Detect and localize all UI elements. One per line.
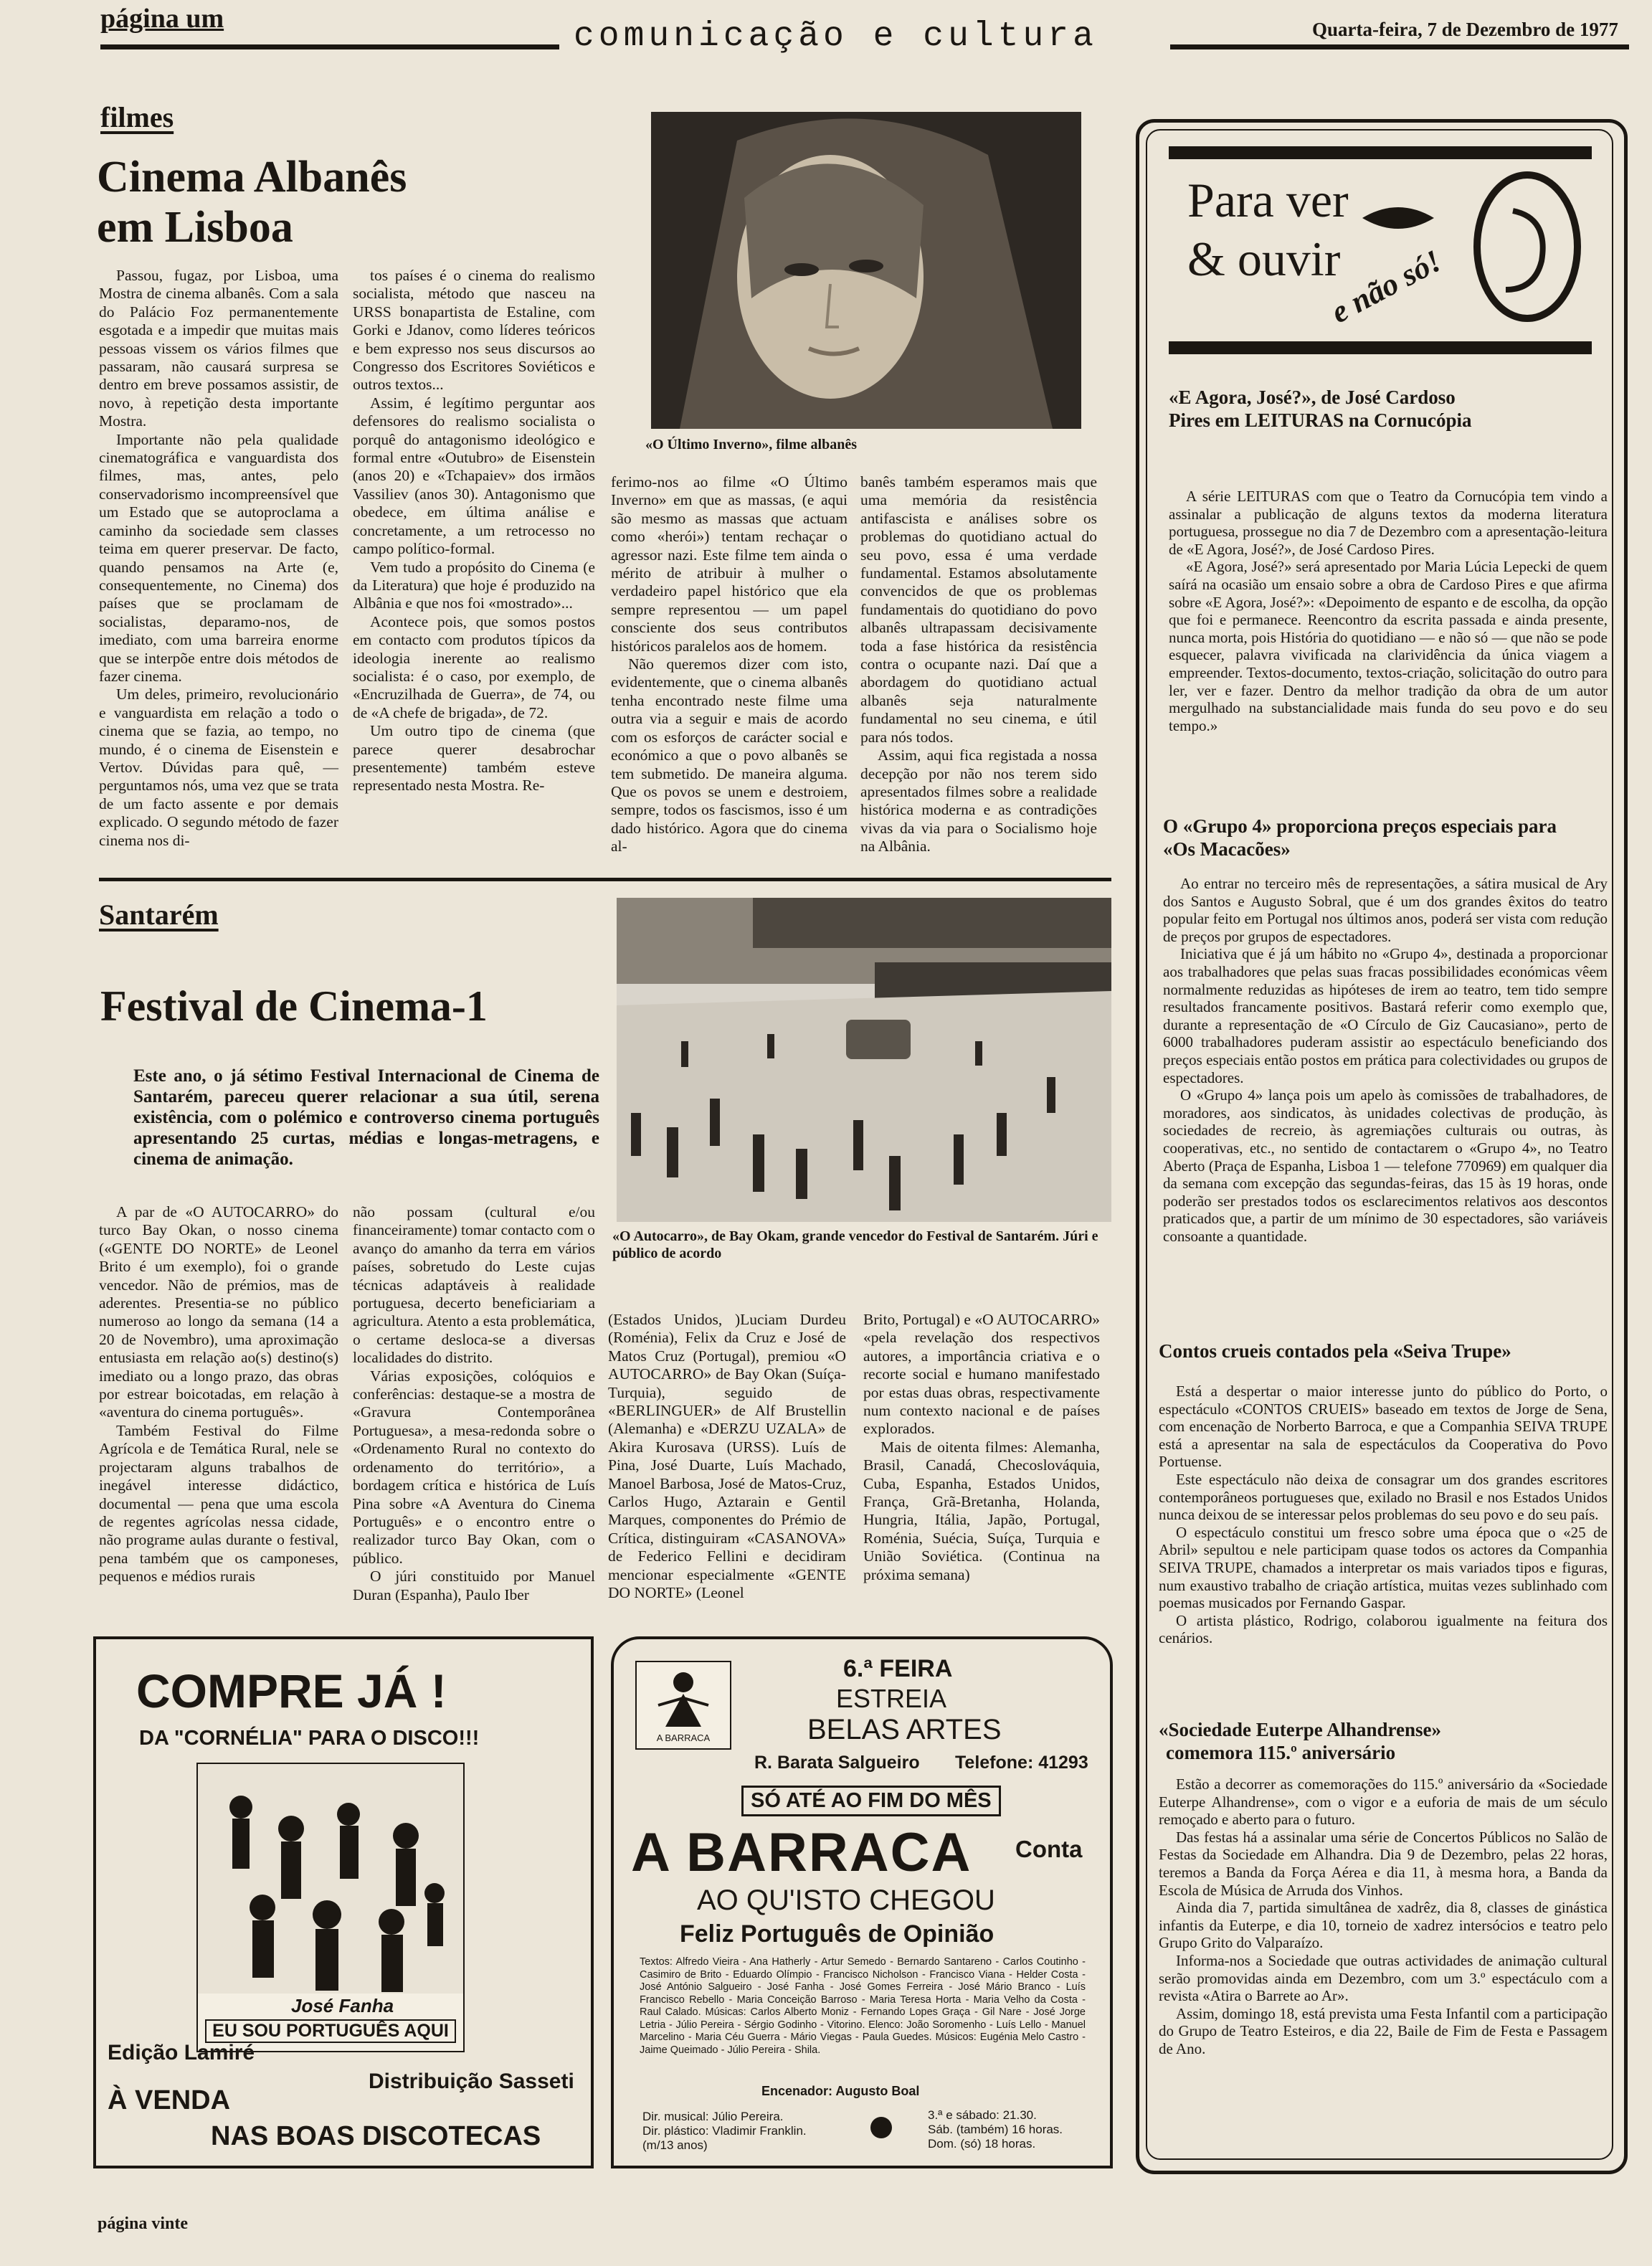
paragraph: Não queremos dizer com isto, evidentemente, que o cinema albanês tenha encontrado neste filme uma outra via a seguir e mais de acordo com os esforços de carácter social e económico a que o povo albanês se tem submetido. De maneira alguma. Que os povos se unem e destroiem, sempre, todos os fascismos, isso é um dado histórico. Agora que do cinema al- [611, 655, 848, 855]
ad-age-rating: (m/13 anos) [642, 2138, 708, 2152]
logo-line2: & ouvir [1187, 232, 1341, 286]
ad-headline: COMPRE JÁ ! [136, 1664, 447, 1717]
paragraph: Vem tudo a propósito do Cinema (e da Literatura) que hoje é produzido na Albânia e que nos foi «mostrado»... [353, 558, 595, 612]
footer-page-number: página vinte [98, 2214, 189, 2233]
ad-subline: DA "CORNÉLIA" PARA O DISCO!!! [139, 1727, 480, 1750]
paragraph: «E Agora, José?» será apresentado por Maria Lúcia Lepecki de quem saírá na ocasião um ensaio sobre a obra de Cardoso Pires e que afirma sobre «E Agora, José?»: «Depoimento de espanto e de escolha, da opção que foi e permanece. Reencontro da escrita passada e ainda presente, nunca morta, pois História do quotidiano — e não só — que não se pode esquecer, palavra vivificada na clarividência da única viagem a empreender. Textos-documento, textos-criação, solicitação do outro para ler, ver e fazer. Dentro da melhor tradição da obra de um autor mergulhado na substancialidade mais funda do seu povo e do seu tempo.» [1169, 558, 1608, 734]
paragraph: A série LEITURAS com que o Teatro da Cornucópia tem vindo a assinalar a publicação de alguns textos da moderna literatura portuguesa, prossegue no dia 7 de Dezembro com a apresentação-leitura de «E Agora, José?», de José Cardoso Pires. [1169, 488, 1608, 558]
headline-festival-cinema: Festival de Cinema-1 [100, 982, 488, 1030]
paragraph: Ao entrar no terceiro mês de representações, a sátira musical de Ary dos Santos e Augusto Sobral, que é um dos grandes êxitos do teatro popular feito em Portugal nos últimos anos, poderá ser vista com redução de preços por grupos de espectadores. [1163, 875, 1608, 945]
header-rule-right [1170, 44, 1629, 49]
sidebar-article-2-body [1163, 875, 1608, 1245]
paragraph: não possam (cultural e/ou financeiramente) tomar contacto com o avanço do amanho da terra em vários países, sobretudo do Leste cujas técnicas adaptáveis à realidade portuguesa, decerto beneficiariam a agricultura. Atento a esta problemática, o certame desloca-se a diversas localidades do distrito. [353, 1203, 595, 1367]
paragraph: Assim, domingo 18, está prevista uma Festa Infantil com a participação do Grupo de Teatro Esteiros, e dia 22, Baile de Fim de Festa e Passagem de Ano. [1159, 2004, 1608, 2057]
ad-show-subtitle: Feliz Português de Opinião [680, 1920, 994, 1948]
paragraph: Das festas há a assinalar uma série de Concertos Públicos no Salão de Festas da Sociedade em Alhandra. Dia 9 de Dezembro, pelas 22 horas, teremos a Banda da Força Aérea e dia 11, à mesma hora, a Banda da Escola de Música de Arruda dos Vinhos. [1159, 1828, 1608, 1899]
paragraph: Acontece pois, que somos postos em contacto com produtos típicos da ideologia inerente ao realismo socialista: é o caso, por exemplo, de «Encruzilhada de Guerra», de 74, ou de «A chefe de brigada», de 72. [353, 612, 595, 721]
barraca-figure-icon [637, 1662, 730, 1731]
ad-boxed-notice: SÓ ATÉ AO FIM DO MÊS [741, 1786, 1001, 1816]
santarem-column-2 [353, 1203, 595, 1604]
cover-title: EU SOU PORTUGUÊS AQUI [205, 2019, 456, 2043]
paragraph: Mais de oitenta filmes: Alemanha, Brasil, Canadá, Checoslováquia, Cuba, Espanha, Estados Unidos, França, Grã-Bretanha, Holanda, Hungria, Itália, Japão, Portugal, Roménia, Suécia, Suíça, Turquia e União Soviética. (Continua na próxima semana) [863, 1438, 1100, 1583]
header-left: página um [100, 4, 224, 34]
paragraph: (Estados Unidos, )Luciam Durdeu (Roménia), Felix da Cruz e José de Matos Cruz (Portugal), premiou «O AUTOCARRO» de Bay Okan (Suíça-Turquia), seguido de «BERLINGUER» de Alf Brustellin (Alemanha) e «DERZU UZALA» de Akira Kurosava (URSS). Luís de Pina, José Duarte, Luís Machado, Manoel Barbosa, José de Matos-Cruz, Carlos Hugo, Aztarain e Gentil Marques, componentes do Prémio de Crítica, distinguiram «CASANOVA» de Federico Fellini e decidiram mencionar especialmente «GENTE DO NORTE» (Leonel [608, 1311, 846, 1602]
paragraph: Importante não pela qualidade cinematográfica e vanguardista dos filmes, mas, antes, pelo conservadorismo incompreensível que um Estado que se autoproclama a caminho da sociedade sem classes teima em querer preservar. De facto, quando pensamos na Arte (e, consequentemente, no Cinema) dos países que se proclamam de socialistas, deparamo-nos, de imediato, com uma barreira enorme que se interpõe entre dois métodos de fazer cinema. [99, 430, 338, 685]
square-scene-illustration [617, 898, 1111, 1222]
headline-line1: Cinema Albanês [97, 153, 407, 202]
ad-distribution: Distribuição Sasseti [369, 2070, 574, 2093]
paragraph: Está a despertar o maior interesse junto do público do Porto, o espectáculo «CONTOS CRUEIS» baseado em textos de Jorge de Sena, com encenação de Norberto Barroca, e que a Companhia SEIVA TRUPE está a apresentar na sala de espectáculos da Cooperativa do Povo Portuense. [1159, 1383, 1608, 1471]
paragraph: O «Grupo 4» lança pois um apelo às comissões de trabalhadores, de moradores, aos sindicatos, às unidades colectivas de produção, às sociedades de recreio, às agremiações culturais ou outras, às cooperativas, etc., no sentido de contactarem o «Grupo 4», no Teatro Aberto (Praça de Espanha, Lisboa 1 — telefone 770969) em qualquer dia da semana com excepção das segundas-feiras, das 15 às 19 horas, onde poderão ser prestados todos os esclarecimentos relativos aos descontos praticados que, a partir de um mínimo de 30 espectadores, são variáveis consoante a quantidade. [1163, 1086, 1608, 1245]
logo-tag: e não só! [1325, 242, 1448, 331]
paragraph: Brito, Portugal) e «O AUTOCARRO» «pela revelação dos respectivos autores, a importância criativa e o recorte social e humano manifestado por estas duas obras, respectivamente num contexto nacional e de países explorados. [863, 1311, 1100, 1438]
santarem-column-3 [608, 1311, 846, 1603]
header-date: Quarta-feira, 7 de Dezembro de 1977 [1312, 19, 1618, 40]
ad-schedule-2: Sáb. (também) 16 horas. [928, 2123, 1063, 2136]
barraca-logo-text: A BARRACA [656, 1732, 711, 1743]
ad-day: 6.ª FEIRA [843, 1655, 953, 1682]
paragraph: Este espectáculo não deixa de consagrar um dos grandes escritores contemporâneos portugueses que, exilado no Brasil e nos Estados Unidos nunca deixou de se interessar pelos problemas do seu povo e do seu país. [1159, 1470, 1608, 1524]
paragraph: O artista plástico, Rodrigo, colaborou igualmente na feitura dos cenários. [1159, 1611, 1608, 1647]
sidebar-article-1-title: «E Agora, José?», de José Cardoso Pires em LEITURAS na Cornucópia [1169, 387, 1472, 431]
ad-plastic-director: Dir. plástico: Vladimir Franklin. [642, 2124, 807, 2138]
children-crowd-illustration [198, 1764, 463, 1994]
bullet-dot-icon [870, 2117, 892, 2138]
santarem-column-1 [99, 1203, 338, 1586]
ad-address: R. Barata Salgueiro [754, 1753, 920, 1773]
sidebar-article-2-title: O «Grupo 4» proporciona preços especiais para «Os Macacões» [1163, 815, 1557, 860]
santarem-column-4 [863, 1311, 1100, 1584]
filmes-column-4 [860, 473, 1097, 856]
ad-schedule-3: Dom. (só) 18 horas. [928, 2137, 1036, 2151]
paragraph: Ainda dia 7, partida simultânea de xadrêz, dia 8, classes de ginástica infantis da Euterpe, e dia 10, torneio de xadrez intersócios e teatro pelo Grupo Grito do Valparaízo. [1159, 1899, 1608, 1952]
logo-line1: Para ver [1187, 173, 1349, 227]
sidebar-article-3-title: Contos crueis contados pela «Seiva Trupe» [1159, 1340, 1511, 1362]
title-line2: comemora 115.º aniversário [1166, 1742, 1396, 1763]
barraca-logo-small [635, 1661, 731, 1750]
logo-bottom-bar [1169, 341, 1592, 354]
record-cover [196, 1763, 465, 2052]
ad-sale-line2: NAS BOAS DISCOTECAS [211, 2121, 541, 2151]
paragraph: Várias exposições, colóquios e conferências: destaque-se a mostra de «Gravura Contemporânea Portuguesa», a mesa-redonda sobre o «Ordenamento Rural no contexto do ordenamento do território», a bordagem crítica e histórica de Luís Pina sobre «A Aventura do Cinema Português» e o encontro entre o realizador turco Bay Okan, com o público. [353, 1367, 595, 1567]
ad-compre-ja [93, 1636, 594, 2168]
ad-edition: Edição Lamiré [108, 2041, 255, 2064]
ad-show-title: AO QU'ISTO CHEGOU [697, 1885, 995, 1916]
ad-theatre: BELAS ARTES [807, 1714, 1002, 1745]
photo-caption-ultimo-inverno: «O Último Inverno», filme albanês [645, 437, 857, 452]
paragraph: Assim, é legítimo perguntar aos defensores do realismo socialista o porquê do antagonismo ideológico e formal entre «Outubro» de Eisenstein (anos 20) e «Tchapaiev» dos irmãos Vassiliev (anos 30). Antagonismo que obedece, em última análise e concretamente, a um retrocesso no campo político-formal. [353, 394, 595, 558]
photo-ultimo-inverno [651, 112, 1081, 429]
sidebar-article-1-body [1169, 488, 1608, 734]
section-label-filmes: filmes [100, 101, 174, 133]
title-line1: «Sociedade Euterpe Alhandrense» [1159, 1719, 1442, 1740]
ad-music-director: Dir. musical: Júlio Pereira. [642, 2110, 784, 2123]
paragraph: A par de «O AUTOCARRO» do turco Bay Okan, o nosso cinema («GENTE DO NORTE» de Leonel Brito é um exemplo), foi o grande vencedor. Não de prémios, mas de aderentes. Presentia-se no público numeroso ao longo da semana (14 a 20 de Novembro), uma aproximação entusiasta em relação ao(s) destino(s) imediato ou a longo prazo, das obras por estrear boicotadas, em relação à «aventura do cinema português». [99, 1203, 338, 1421]
sidebar-article-4-body [1159, 1776, 1608, 2058]
paragraph: Um deles, primeiro, revolucionário e vanguardista em relação a todo o cinema que se fazia, ao tempo, no mundo, é o cinema de Eisenstein e Vertov. Dúvidas para quê, — perguntamos nós, uma vez que se trata de um facto assente e por demais explicado. O segundo método de fazer cinema nos di- [99, 686, 338, 849]
cover-artist: José Fanha [291, 1995, 394, 2016]
paragraph: tos países é o cinema do realismo socialista, método que nasceu na URSS bonapartista de Estaline, com Gorki e Jdanov, como líderes teóricos e bem expresso nos seus discursos ao Congresso dos Escritores Soviéticos e outros textos... [353, 267, 595, 394]
headline-line2: em Lisboa [97, 203, 293, 252]
ad-sale-line1: À VENDA [108, 2085, 231, 2115]
section-label-santarem: Santarém [99, 899, 219, 931]
photo-autocarro [617, 898, 1111, 1222]
paragraph: Um outro tipo de cinema (que parece querer desabrochar presentemente) também esteve representado nesta Mostra. Re- [353, 722, 595, 795]
paragraph: Informa-nos a Sociedade que outras actividades de animação cultural serão promovidas ainda em Dezembro, com um 3.º espectáculo com a revista «Atira o Barrete ao Ar». [1159, 1951, 1608, 2005]
ad-phone: Telefone: 41293 [955, 1753, 1088, 1773]
paragraph: Também Festival do Filme Agrícola e de Temática Rural, nele se projectaram alguns trabalhos de inegável interesse didáctico, documental — pena que uma escola de regentes agrícolas nessa cidade, não programe aulas durante o festival, pena também que os camponeses, pequenos e médios rurais [99, 1421, 338, 1585]
ad-conta: Conta [1015, 1836, 1083, 1862]
sidebar-article-3-body [1159, 1383, 1608, 1647]
sidebar-logo [1169, 146, 1599, 356]
ad-company-name: A BARRACA [631, 1822, 972, 1883]
paragraph: Assim, aqui fica registada a nossa decepção por não nos terem sido apresentados filmes sobre a realidade histórica moderna e as contradições vivas da via para o Socialismo hoje na Albânia. [860, 746, 1097, 855]
filmes-column-3 [611, 473, 848, 856]
santarem-lede: Este ano, o já sétimo Festival Internacional de Cinema de Santarém, pareceu querer relacionar a sua útil, serena existência, com o polémico e controverso cinema português apresentando 25 curtas, médias e longas-metragens, e cinema de animação. [133, 1066, 599, 1169]
paragraph: Iniciativa que é já um hábito no «Grupo 4», destinada a proporcionar aos trabalhadores que pelas suas fracas possibilidades económicas vêem normalmente reduzidas as hipóteses de irem ao teatro, tem tido sempre resultados francamente positivos. Bastará referir como exemplo que, durante a representação de «O Círculo de Giz Caucasiano», perto de 6000 trabalhadores puderam assistir ao espectáculo beneficiando dos preços especiais então postos em prática para colectividades ou grupos de espectadores. [1163, 945, 1608, 1086]
divider-filmes [99, 878, 1111, 881]
sidebar-article-4-title [1159, 1718, 1441, 1764]
ad-a-barraca [611, 1636, 1113, 2168]
paragraph: Estão a decorrer as comemorações do 115.º aniversário da «Sociedade Euterpe Alhandrense», com o vigor e a euforia de mais de um século remoçado e aberto para o futuro. [1159, 1776, 1608, 1829]
paragraph: banês também esperamos mais que uma memória da resistência antifascista e análises sobre os problemas do quotidiano actual do seu povo, essa é uma verdade fundamental. Estamos absolutamente convencidos de que os problemas fundamentais do quotidiano do povo albanês ultrapassam decisivamente toda a fase histórica da resistência contra o ocupante nazi. Daí que a abordagem do quotidiano actual albanês seja naturalmente fundamental no seu cinema, e útil para nós todos. [860, 473, 1097, 746]
ad-estreia: ESTREIA [836, 1684, 947, 1713]
ad-schedule-1: 3.ª e sábado: 21.30. [928, 2108, 1037, 2122]
portrait-illustration [651, 112, 1081, 429]
logo-top-bar [1169, 146, 1592, 159]
header-section: comunicação e cultura [574, 17, 1098, 56]
ad-credits: Textos: Alfredo Vieira - Ana Hatherly - Artur Semedo - Bernardo Santareno - Carlos Coutinho - Casimiro de Brito - Eduardo Olímpio - Francisco Nicholson - Francisco Viana - Helder Costa - José António Salgueiro - José Fanha - José Gomes Ferreira - José Mário Branco - Luís Francisco Rebello - Maria Conceição Barroso - Maria Teresa Horta - Maria Velho da Costa - Raul Calado. Músicas: Carlos Alberto Moniz - Fernando Lopes Graça - Gil Nare - José Jorge Letria - Júlio Pereira - Sérgio Godinho - Vitorino. Elenco: João Soromenho - Luís Lello - Manuel Marcelino - Maria Céu Guerra - Mário Viegas - Paula Guedes. Músicos: Eugénia Melo Castro - Jaime Queimado - Júlio Pereira - Shila. [640, 1956, 1086, 2056]
paragraph: ferimo-nos ao filme «O Último Inverno» em que as massas, (e aqui são mesmo as massas que actuam como «herói») tentam rechaçar o agressor nazi. Este filme tem ainda o mérito de atribuir à mulher o verdadeiro papel histórico que ela sempre representou — um papel consciente dos seus contributos históricos paralelos aos de homem. [611, 473, 848, 655]
paragraph: O espectáculo constitui um fresco sobre uma época que o «25 de Abril» sepultou e nele participam quase todos os actores da Companhia SEIVA TRUPE, chamados a interpretar os mais variados tipos e figuras, num exaustivo trabalho de criação artística, muitas vezes sublinhado com poemas musicados por Fernando Gaspar. [1159, 1523, 1608, 1612]
paragraph: O júri constituido por Manuel Duran (Espanha), Paulo Iber [353, 1568, 595, 1603]
headline-cinema-albanes [97, 152, 407, 252]
paragraph: Passou, fugaz, por Lisboa, uma Mostra de cinema albanês. Com a sala do Palácio Foz permanentemente esgotada e a impedir que muitas mais pessoas vissem os vários filmes que passaram, não causará surpresa se dentro em breve possamos assistir, de novo, à repetição desta importante Mostra. [99, 267, 338, 430]
photo-caption-autocarro: «O Autocarro», de Bay Okam, grande vencedor do Festival de Santarém. Júri e público de acordo [612, 1228, 1098, 1261]
header-rule-left [100, 44, 559, 49]
filmes-column-2 [353, 267, 595, 795]
ad-director: Encenador: Augusto Boal [761, 2084, 920, 2098]
filmes-column-1 [99, 267, 338, 850]
